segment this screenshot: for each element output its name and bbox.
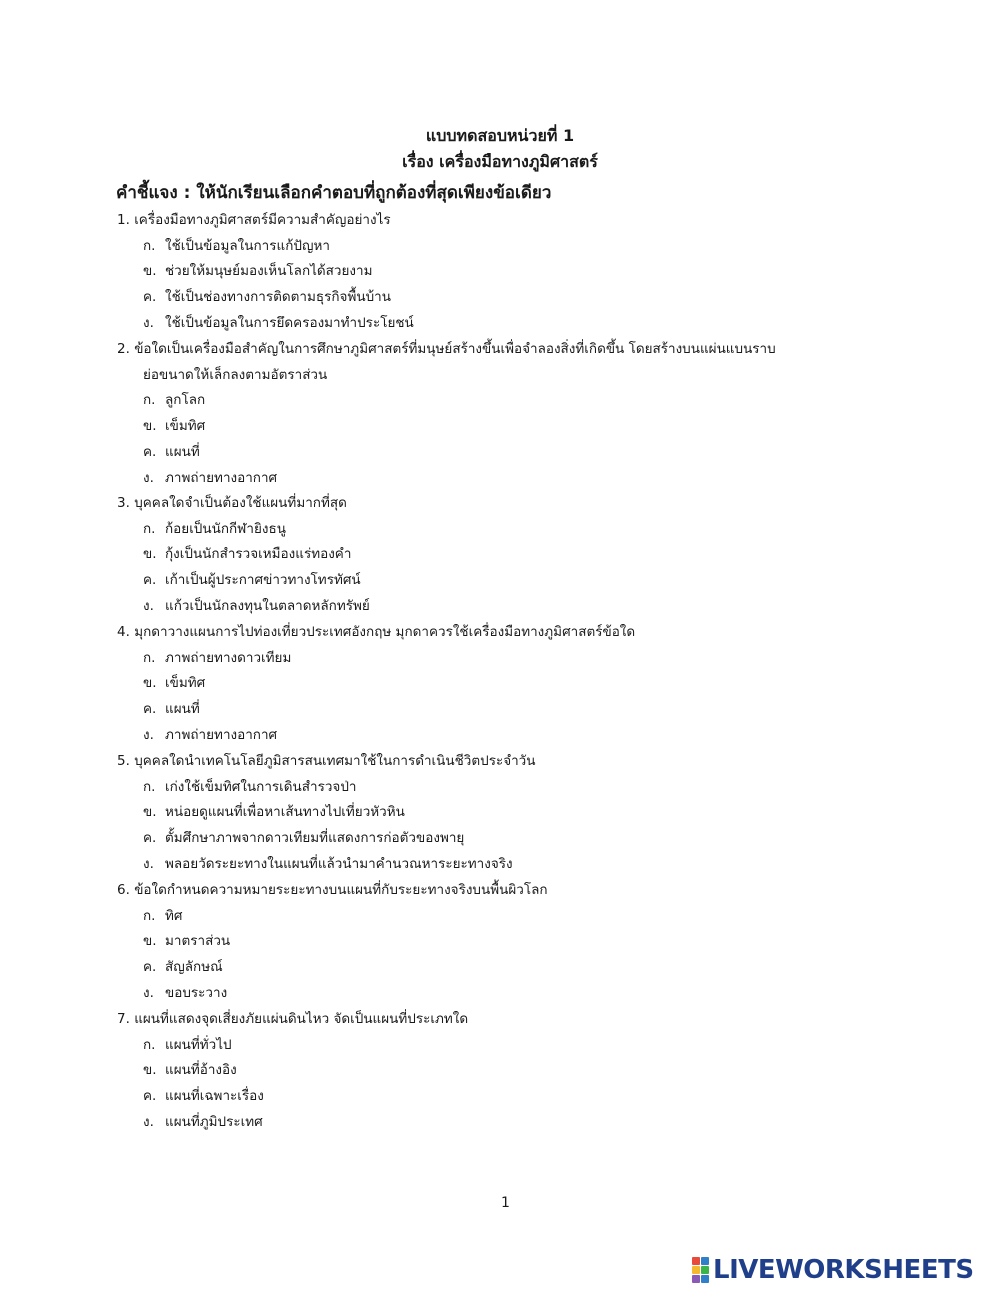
- answer-option[interactable]: [143, 984, 227, 1002]
- option-letter: ค.: [143, 443, 157, 460]
- answer-option[interactable]: [143, 391, 205, 409]
- question-number: 5.: [117, 753, 130, 769]
- answer-option[interactable]: [143, 314, 414, 332]
- question-number: 6.: [117, 882, 130, 898]
- option-letter: ก.: [143, 649, 156, 666]
- option-text: กุ้งเป็นนักสำรวจเหมืองแร่ทองคำ: [165, 546, 352, 563]
- option-letter: ง.: [143, 726, 154, 743]
- question-text: เครื่องมือทางภูมิศาสตร์มีความสำคัญอย่างไร: [134, 212, 391, 228]
- option-letter: ข.: [143, 418, 157, 435]
- answer-option[interactable]: [143, 597, 370, 615]
- answer-option[interactable]: [143, 1113, 263, 1131]
- question-5: [117, 752, 536, 770]
- option-text: เข็มทิศ: [165, 675, 206, 692]
- option-letter: ง.: [143, 984, 154, 1001]
- option-letter: ค.: [143, 572, 157, 589]
- option-letter: ง.: [143, 855, 154, 872]
- option-letter: ก.: [143, 392, 156, 409]
- option-text: เก่งใช้เข็มทิศในการเดินสำรวจป่า: [165, 778, 357, 795]
- option-letter: ข.: [143, 263, 157, 280]
- answer-option[interactable]: [143, 262, 372, 280]
- answer-option[interactable]: [143, 571, 361, 589]
- option-letter: ค.: [143, 959, 157, 976]
- answer-option[interactable]: [143, 545, 351, 563]
- option-text: ภาพถ่ายทางอากาศ: [165, 726, 278, 743]
- option-text: ใช้เป็นช่องทางการติดตามธุรกิจพื้นบ้าน: [165, 289, 391, 306]
- logo-tile: [692, 1257, 700, 1265]
- question-3: [117, 494, 347, 512]
- answer-option[interactable]: [143, 288, 391, 306]
- answer-option[interactable]: [143, 417, 205, 435]
- question-text: บุคคลใดจำเป็นต้องใช้แผนที่มากที่สุด: [134, 495, 347, 511]
- option-text: ภาพถ่ายทางดาวเทียม: [165, 649, 292, 666]
- option-text: หน่อยดูแผนที่เพื่อหาเส้นทางไปเที่ยวหัวหิน: [165, 804, 405, 821]
- answer-option[interactable]: [143, 932, 230, 950]
- answer-option[interactable]: [143, 1087, 264, 1105]
- answer-option[interactable]: [143, 726, 277, 744]
- option-letter: ข.: [143, 546, 157, 563]
- answer-option[interactable]: [143, 649, 291, 667]
- question-text: บุคคลใดนำเทคโนโลยีภูมิสารสนเทศมาใช้ในการดำเนินชีวิตประจำวัน: [134, 753, 536, 769]
- option-text: แผนที่: [165, 701, 200, 718]
- question-number: 2.: [117, 341, 130, 357]
- question-text: แผนที่แสดงจุดเสี่ยงภัยแผ่นดินไหว จัดเป็นแผนที่ประเภทใด: [134, 1011, 469, 1027]
- answer-option[interactable]: [143, 443, 200, 461]
- option-text: ภาพถ่ายทางอากาศ: [165, 469, 278, 486]
- answer-option[interactable]: [143, 700, 200, 718]
- question-text-continued: ย่อขนาดให้เล็กลงตามอัตราส่วน: [143, 366, 328, 383]
- option-letter: ง.: [143, 314, 154, 331]
- option-text: ใช้เป็นข้อมูลในการแก้ปัญหา: [165, 237, 330, 254]
- option-text: แก้วเป็นนักลงทุนในตลาดหลักทรัพย์: [165, 597, 370, 614]
- option-text: เข็มทิศ: [165, 418, 206, 435]
- option-letter: ง.: [143, 469, 154, 486]
- answer-option[interactable]: [143, 829, 464, 847]
- answer-option[interactable]: [143, 958, 223, 976]
- option-letter: ก.: [143, 237, 156, 254]
- answer-option[interactable]: [143, 855, 513, 873]
- option-letter: ก.: [143, 778, 156, 795]
- question-4: [117, 623, 635, 641]
- question-number: 1.: [117, 212, 130, 228]
- question-text: ข้อใดกำหนดความหมายระยะทางบนแผนที่กับระยะทางจริงบนพื้นผิวโลก: [134, 882, 548, 898]
- option-text: สัญลักษณ์: [165, 959, 223, 976]
- logo-tile: [701, 1257, 709, 1265]
- option-text: ขอบระวาง: [165, 984, 228, 1001]
- option-text: ตั้มศึกษาภาพจากดาวเทียมที่แสดงการก่อตัวของพายุ: [165, 830, 465, 847]
- page-title: แบบทดสอบหน่วยที่ 1: [425, 126, 575, 145]
- option-letter: ก.: [143, 520, 156, 537]
- logo-tile: [692, 1275, 700, 1283]
- option-text: พลอยวัดระยะทางในแผนที่แล้วนำมาคำนวณหาระยะทางจริง: [165, 855, 513, 872]
- answer-option[interactable]: [143, 520, 286, 538]
- option-letter: ก.: [143, 1036, 156, 1053]
- option-letter: ข.: [143, 1062, 157, 1079]
- option-letter: ง.: [143, 597, 154, 614]
- question-number: 3.: [117, 495, 130, 511]
- question-2: [117, 340, 776, 358]
- option-text: แผนที่: [165, 443, 200, 460]
- question-7: [117, 1010, 468, 1028]
- option-letter: ง.: [143, 1113, 154, 1130]
- logo-tile: [692, 1266, 700, 1274]
- option-letter: ก.: [143, 907, 156, 924]
- option-letter: ข.: [143, 933, 157, 950]
- option-text: ช่วยให้มนุษย์มองเห็นโลกได้สวยงาม: [165, 263, 373, 280]
- option-letter: ค.: [143, 701, 157, 718]
- logo-tiles-icon: [692, 1257, 709, 1283]
- liveworksheets-logo: [692, 1253, 974, 1287]
- option-letter: ข.: [143, 804, 157, 821]
- answer-option[interactable]: [143, 803, 405, 821]
- option-text: แผนที่ทั่วไป: [165, 1036, 232, 1053]
- option-text: เก้าเป็นผู้ประกาศข่าวทางโทรทัศน์: [165, 572, 361, 589]
- question-text: ข้อใดเป็นเครื่องมือสำคัญในการศึกษาภูมิศาสตร์ที่มนุษย์สร้างขึ้นเพื่อจำลองสิ่งที่เกิดขึ้น โดยสร้างบนแผ่นแบนราบ: [134, 341, 776, 357]
- instruction-text: คำชี้แจง : ให้นักเรียนเลือกคำตอบที่ถูกต้องที่สุดเพียงข้อเดียว: [116, 183, 552, 203]
- page-subtitle: เรื่อง เครื่องมือทางภูมิศาสตร์: [402, 152, 598, 171]
- answer-option[interactable]: [143, 1036, 232, 1054]
- option-text: แผนที่อ้างอิง: [165, 1062, 237, 1079]
- option-letter: ข.: [143, 675, 157, 692]
- option-text: มาตราส่วน: [165, 933, 231, 950]
- answer-option[interactable]: [143, 237, 330, 255]
- option-text: ก้อยเป็นนักกีฬายิงธนู: [165, 520, 286, 537]
- answer-option[interactable]: [143, 1061, 237, 1079]
- question-number: 7.: [117, 1011, 130, 1027]
- answer-option[interactable]: [143, 469, 277, 487]
- option-text: แผนที่เฉพาะเรื่อง: [165, 1088, 264, 1105]
- brand-text: LIVEWORKSHEETS: [713, 1255, 974, 1285]
- answer-option[interactable]: [143, 674, 205, 692]
- question-6: [117, 881, 548, 899]
- option-letter: ค.: [143, 1088, 157, 1105]
- answer-option[interactable]: [143, 907, 182, 925]
- logo-tile: [701, 1266, 709, 1274]
- page-number: 1: [501, 1195, 510, 1211]
- option-letter: ค.: [143, 289, 157, 306]
- logo-tile: [701, 1275, 709, 1283]
- answer-option[interactable]: [143, 778, 357, 796]
- option-text: ลูกโลก: [165, 392, 206, 409]
- question-number: 4.: [117, 624, 130, 640]
- option-text: ทิศ: [165, 907, 183, 924]
- option-letter: ค.: [143, 830, 157, 847]
- question-1: [117, 211, 391, 229]
- question-text: มุกดาวางแผนการไปท่องเที่ยวประเทศอังกฤษ มุกดาควรใช้เครื่องมือทางภูมิศาสตร์ข้อใด: [134, 624, 636, 640]
- option-text: ใช้เป็นข้อมูลในการยึดครองมาทำประโยชน์: [165, 314, 414, 331]
- option-text: แผนที่ภูมิประเทศ: [165, 1113, 263, 1130]
